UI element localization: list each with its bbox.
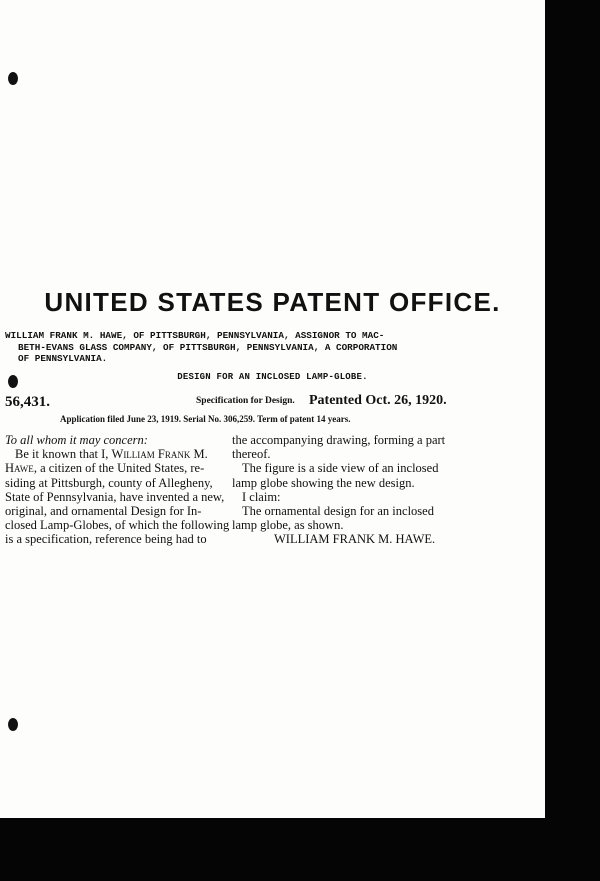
body-line: The ornamental design for an inclosed xyxy=(242,504,434,519)
body-line: closed Lamp-Globes, of which the following xyxy=(5,518,230,533)
body-line: State of Pennsylvania, have invented a new, xyxy=(5,489,225,504)
scan-border-right xyxy=(545,0,600,881)
patent-date: Patented Oct. 26, 1920. xyxy=(309,393,447,408)
patent-number: 56,431. xyxy=(5,394,50,410)
body-line: siding at Pittsburgh, county of Allegheny, xyxy=(5,475,213,490)
punch-hole-bottom xyxy=(8,718,18,731)
office-title: UNITED STATES PATENT OFFICE. xyxy=(44,287,501,317)
specification-label: Specification for Design. xyxy=(196,396,295,406)
design-title: DESIGN FOR AN INCLOSED LAMP-GLOBE. xyxy=(177,372,368,382)
assignment-line: OF PENNSYLVANIA. xyxy=(18,353,108,364)
body-line: lamp globe showing the new design. xyxy=(232,475,415,490)
assignment-paragraph xyxy=(5,330,445,365)
body-line: Hawe, a citizen of the United States, re- xyxy=(5,461,205,476)
inventor-signature: WILLIAM FRANK M. HAWE. xyxy=(274,532,436,547)
claim-heading: I claim: xyxy=(242,489,281,504)
assignment-line: WILLIAM FRANK M. HAWE, OF PITTSBURGH, PENNSYLVANIA, ASSIGNOR TO MAC- xyxy=(5,330,385,341)
body-line: the accompanying drawing, forming a part xyxy=(232,433,446,447)
left-column xyxy=(5,433,230,547)
greeting: To all whom it may concern: xyxy=(5,433,148,447)
body-line: is a specification, reference being had to xyxy=(5,532,207,547)
application-info: Application filed June 23, 1919. Serial No. 306,259. Term of patent 14 years. xyxy=(60,414,351,424)
body-line: original, and ornamental Design for In- xyxy=(5,504,202,519)
body-line: Be it known that I, William Frank M. xyxy=(15,447,208,462)
body-line: thereof. xyxy=(232,447,271,462)
punch-hole-top xyxy=(8,72,18,85)
scan-border-bottom xyxy=(0,818,600,881)
right-column xyxy=(232,433,452,547)
assignment-line: BETH-EVANS GLASS COMPANY, OF PITTSBURGH, PENNSYLVANIA, A CORPORATION xyxy=(18,341,398,353)
body-line: The figure is a side view of an inclosed xyxy=(242,461,439,476)
body-line: lamp globe, as shown. xyxy=(232,518,344,533)
